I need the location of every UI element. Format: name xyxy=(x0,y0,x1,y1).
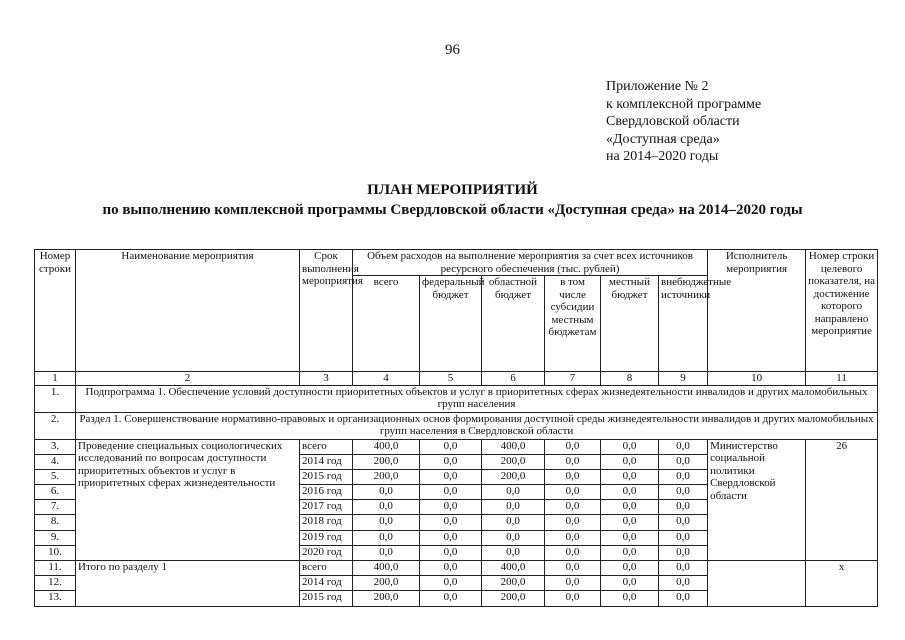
column-number: 10 xyxy=(708,372,806,386)
row-number: 7. xyxy=(35,500,76,515)
federal-cell: 0,0 xyxy=(420,530,482,545)
appendix-line: на 2014–2020 годы xyxy=(606,149,719,164)
subprogram-row xyxy=(35,385,878,412)
regional-cell: 0,0 xyxy=(482,485,545,500)
column-number: 3 xyxy=(300,372,353,386)
local-cell: 0,0 xyxy=(601,545,659,560)
column-number: 7 xyxy=(545,372,601,386)
term-cell: 2014 год xyxy=(300,454,353,469)
column-number-row xyxy=(35,372,878,386)
regional-cell: 400,0 xyxy=(482,561,545,576)
local-cell: 0,0 xyxy=(601,454,659,469)
subsidies-cell: 0,0 xyxy=(545,591,601,606)
row-number: 2. xyxy=(35,412,76,439)
regional-cell: 0,0 xyxy=(482,500,545,515)
extra-cell: 0,0 xyxy=(659,454,708,469)
header-federal: федеральный бюджет xyxy=(420,276,482,372)
column-number: 11 xyxy=(806,372,878,386)
target-row-cell: x xyxy=(806,561,878,607)
extra-cell: 0,0 xyxy=(659,530,708,545)
subsidies-cell: 0,0 xyxy=(545,439,601,454)
column-number: 5 xyxy=(420,372,482,386)
term-cell: 2014 год xyxy=(300,576,353,591)
regional-cell: 200,0 xyxy=(482,576,545,591)
total-cell: 0,0 xyxy=(353,500,420,515)
activity-name: Проведение специальных социологических исследований по вопросам доступности приоритетных объектов и услуг в приоритетных сферах жизнедеятельности xyxy=(76,439,300,561)
row-number: 3. xyxy=(35,439,76,454)
column-number: 4 xyxy=(353,372,420,386)
header-total: всего xyxy=(353,276,420,372)
row-number: 13. xyxy=(35,591,76,606)
header-extra: внебюджетные источники xyxy=(659,276,708,372)
table-row xyxy=(35,561,878,576)
appendix-line: к комплексной программе xyxy=(606,96,762,112)
regional-cell: 200,0 xyxy=(482,591,545,606)
extra-cell: 0,0 xyxy=(659,561,708,576)
header-target-row: Номер строки целевого показателя, на достижение которого направлено мероприятие xyxy=(806,250,878,372)
extra-cell: 0,0 xyxy=(659,515,708,530)
row-number: 4. xyxy=(35,454,76,469)
subsidies-cell: 0,0 xyxy=(545,515,601,530)
term-cell: 2019 год xyxy=(300,530,353,545)
plan-table xyxy=(34,249,878,607)
header-term: Срок выполнения мероприятия xyxy=(300,250,353,372)
section-row xyxy=(35,412,878,439)
term-cell: 2018 год xyxy=(300,515,353,530)
federal-cell: 0,0 xyxy=(420,515,482,530)
row-number: 12. xyxy=(35,576,76,591)
total-cell: 200,0 xyxy=(353,469,420,484)
federal-cell: 0,0 xyxy=(420,545,482,560)
column-number: 9 xyxy=(659,372,708,386)
table-row xyxy=(35,439,878,454)
appendix-line: Свердловской области xyxy=(606,114,740,129)
regional-cell: 0,0 xyxy=(482,530,545,545)
header-regional: областной бюджет xyxy=(482,276,545,372)
term-cell: 2015 год xyxy=(300,469,353,484)
total-section-name: Итого по разделу 1 xyxy=(76,561,300,607)
local-cell: 0,0 xyxy=(601,485,659,500)
header-row-number: Номер строки xyxy=(35,250,76,372)
term-cell: 2017 год xyxy=(300,500,353,515)
federal-cell: 0,0 xyxy=(420,561,482,576)
total-cell: 0,0 xyxy=(353,485,420,500)
federal-cell: 0,0 xyxy=(420,485,482,500)
local-cell: 0,0 xyxy=(601,439,659,454)
total-cell: 400,0 xyxy=(353,561,420,576)
row-number: 5. xyxy=(35,469,76,484)
total-cell: 200,0 xyxy=(353,454,420,469)
column-number: 6 xyxy=(482,372,545,386)
total-cell: 0,0 xyxy=(353,515,420,530)
extra-cell: 0,0 xyxy=(659,469,708,484)
local-cell: 0,0 xyxy=(601,576,659,591)
term-cell: всего xyxy=(300,561,353,576)
document-title xyxy=(0,180,905,220)
federal-cell: 0,0 xyxy=(420,454,482,469)
extra-cell: 0,0 xyxy=(659,545,708,560)
term-cell: всего xyxy=(300,439,353,454)
federal-cell: 0,0 xyxy=(420,500,482,515)
regional-cell: 0,0 xyxy=(482,545,545,560)
appendix-block xyxy=(606,78,761,166)
extra-cell: 0,0 xyxy=(659,576,708,591)
row-number: 11. xyxy=(35,561,76,576)
row-number: 9. xyxy=(35,530,76,545)
column-number: 1 xyxy=(35,372,76,386)
federal-cell: 0,0 xyxy=(420,576,482,591)
subsidies-cell: 0,0 xyxy=(545,485,601,500)
federal-cell: 0,0 xyxy=(420,591,482,606)
executor-cell: Министерство социальной политики Свердловской области xyxy=(708,439,806,561)
regional-cell: 400,0 xyxy=(482,439,545,454)
federal-cell: 0,0 xyxy=(420,469,482,484)
total-cell: 0,0 xyxy=(353,545,420,560)
subsidies-cell: 0,0 xyxy=(545,469,601,484)
total-cell: 200,0 xyxy=(353,591,420,606)
row-number: 1. xyxy=(35,385,76,412)
row-number: 6. xyxy=(35,485,76,500)
executor-cell xyxy=(708,561,806,607)
total-cell: 200,0 xyxy=(353,576,420,591)
subsidies-cell: 0,0 xyxy=(545,500,601,515)
appendix-line: «Доступная среда» xyxy=(606,131,720,147)
subsidies-cell: 0,0 xyxy=(545,454,601,469)
header-local: местный бюджет xyxy=(601,276,659,372)
title-subtitle: по выполнению комплексной программы Свердловской области «Доступная среда» на 2014–2020 годы xyxy=(102,202,803,218)
local-cell: 0,0 xyxy=(601,500,659,515)
federal-cell: 0,0 xyxy=(420,439,482,454)
extra-cell: 0,0 xyxy=(659,591,708,606)
column-number: 2 xyxy=(76,372,300,386)
local-cell: 0,0 xyxy=(601,591,659,606)
term-cell: 2020 год xyxy=(300,545,353,560)
extra-cell: 0,0 xyxy=(659,500,708,515)
local-cell: 0,0 xyxy=(601,515,659,530)
total-cell: 0,0 xyxy=(353,530,420,545)
row-number: 10. xyxy=(35,545,76,560)
appendix-line: Приложение № 2 xyxy=(606,79,709,94)
subsidies-cell: 0,0 xyxy=(545,530,601,545)
section-title: Раздел 1. Совершенствование нормативно-правовых и организационных основ формирования доступной среды жизнедеятельности инвалидов и других маломобильных групп населения в Свердловской области xyxy=(76,412,878,439)
row-number: 8. xyxy=(35,515,76,530)
extra-cell: 0,0 xyxy=(659,485,708,500)
subsidies-cell: 0,0 xyxy=(545,545,601,560)
local-cell: 0,0 xyxy=(601,469,659,484)
header-row xyxy=(35,250,878,276)
subsidies-cell: 0,0 xyxy=(545,561,601,576)
extra-cell: 0,0 xyxy=(659,439,708,454)
total-cell: 400,0 xyxy=(353,439,420,454)
term-cell: 2015 год xyxy=(300,591,353,606)
title-main: ПЛАН МЕРОПРИЯТИЙ xyxy=(367,182,538,198)
page-number: 96 xyxy=(445,42,460,58)
regional-cell: 0,0 xyxy=(482,515,545,530)
header-subsidies: в том числе субсидии местным бюджетам xyxy=(545,276,601,372)
header-volume: Объем расходов на выполнение мероприятия за счет всех источников ресурсного обеспечения (тыс. рублей) xyxy=(353,250,708,276)
target-row-cell: 26 xyxy=(806,439,878,561)
header-executor: Исполнитель мероприятия xyxy=(708,250,806,372)
header-name: Наименование мероприятия xyxy=(76,250,300,372)
column-number: 8 xyxy=(601,372,659,386)
local-cell: 0,0 xyxy=(601,530,659,545)
subsidies-cell: 0,0 xyxy=(545,576,601,591)
regional-cell: 200,0 xyxy=(482,469,545,484)
term-cell: 2016 год xyxy=(300,485,353,500)
subprogram-title: Подпрограмма 1. Обеспечение условий доступности приоритетных объектов и услуг в приоритетных сферах жизнедеятельности инвалидов и других маломобильных групп населения xyxy=(76,385,878,412)
local-cell: 0,0 xyxy=(601,561,659,576)
regional-cell: 200,0 xyxy=(482,454,545,469)
